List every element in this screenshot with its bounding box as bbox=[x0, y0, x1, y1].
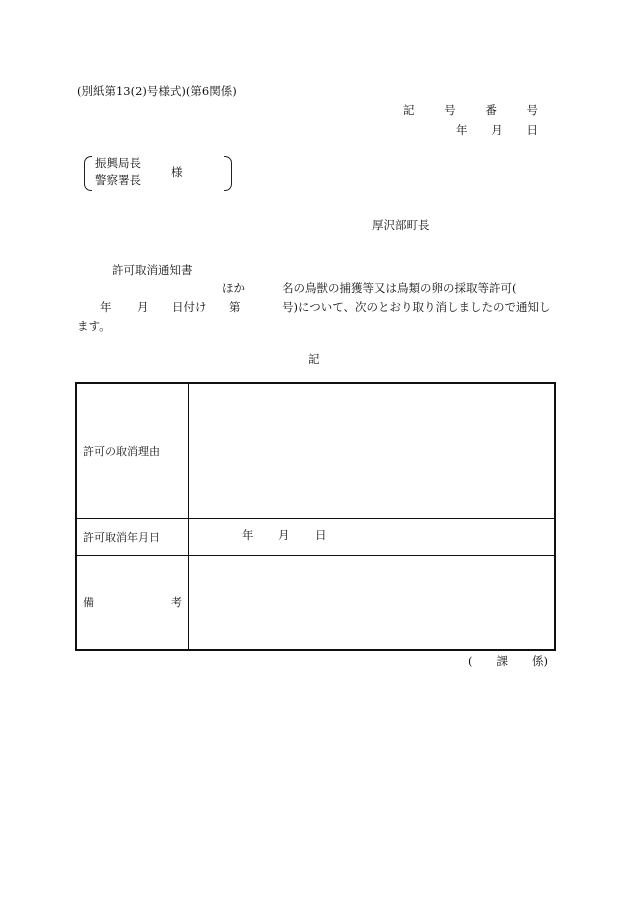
remarks-value-cell[interactable] bbox=[189, 555, 556, 650]
revocation-form-table bbox=[75, 382, 556, 651]
table-row bbox=[76, 518, 555, 555]
addressee-right-bracket bbox=[224, 156, 232, 191]
table-date-year: 年 bbox=[242, 527, 254, 542]
remarks-label-char: 備 bbox=[83, 596, 94, 610]
section-in-charge bbox=[468, 656, 548, 668]
body-year: 年 bbox=[100, 300, 112, 314]
date-day: 日 bbox=[526, 123, 538, 137]
revocation-date-cell[interactable] bbox=[189, 518, 556, 555]
date-year: 年 bbox=[456, 123, 468, 137]
doc-number-char: 号 bbox=[444, 103, 456, 117]
sender: 厚沢部町長 bbox=[372, 218, 430, 232]
revocation-date-label: 許可取消年月日 bbox=[76, 518, 189, 555]
table-date-month: 月 bbox=[278, 527, 290, 542]
reason-label: 許可の取消理由 bbox=[76, 383, 189, 518]
footer-char: 課 bbox=[496, 654, 508, 668]
footer-char: 係) bbox=[532, 654, 548, 668]
addressee-1: 振興局長 bbox=[95, 156, 141, 170]
body-dated: 日付け bbox=[172, 300, 207, 314]
doc-number-char: 記 bbox=[403, 103, 415, 117]
body-hoka: ほか bbox=[222, 281, 245, 295]
body-line1-text: 名の鳥獣の捕獲等又は鳥類の卵の採取等許可( bbox=[282, 281, 517, 295]
date-month: 月 bbox=[491, 123, 503, 137]
remarks-label-char: 考 bbox=[171, 596, 182, 610]
table-date-day: 日 bbox=[315, 527, 327, 542]
footer-char: ( bbox=[468, 654, 473, 668]
document-title: 許可取消通知書 bbox=[112, 263, 193, 277]
form-reference: (別紙第13(2)号様式)(第6関係) bbox=[77, 84, 237, 98]
body-month: 月 bbox=[137, 300, 149, 314]
table-row bbox=[76, 555, 555, 650]
body-dai: 第 bbox=[229, 300, 241, 314]
document-number-line bbox=[403, 105, 538, 117]
issue-date-line bbox=[456, 125, 538, 137]
doc-number-char: 号 bbox=[526, 103, 538, 117]
addressee-2: 警察署長 bbox=[95, 173, 141, 187]
body-line2-text: 号)について、次のとおり取り消しましたので通知し bbox=[282, 300, 551, 314]
remarks-label bbox=[76, 555, 189, 650]
table-row bbox=[76, 383, 555, 518]
reason-value-cell[interactable] bbox=[189, 383, 556, 518]
body-line3: ます。 bbox=[77, 319, 111, 333]
honorific: 様 bbox=[171, 165, 183, 179]
addressee-left-bracket bbox=[84, 156, 92, 191]
doc-number-char: 番 bbox=[485, 103, 497, 117]
ki-heading: 記 bbox=[308, 352, 320, 366]
